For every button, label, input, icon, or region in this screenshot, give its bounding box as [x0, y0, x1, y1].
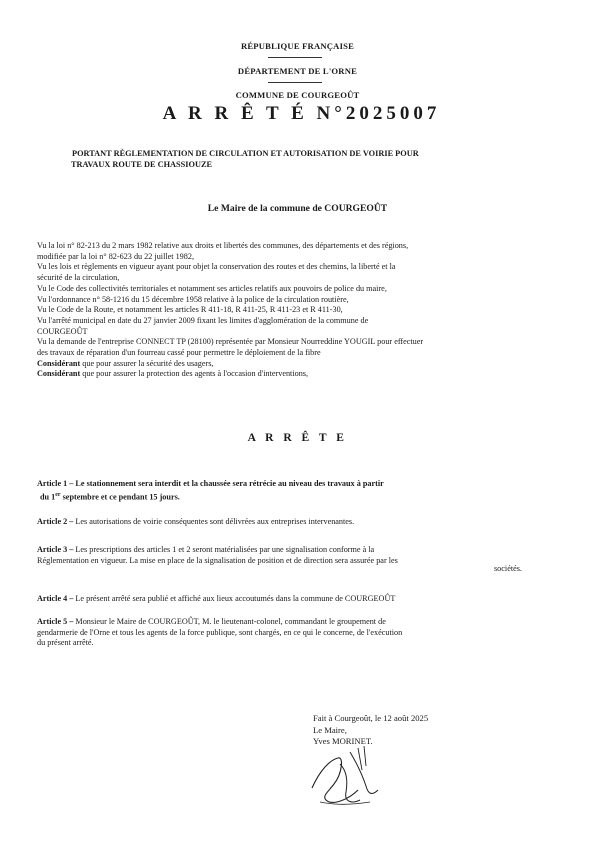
- article-line: gendarmerie de l'Orne et tous les agents de la force publique, sont chargés, en ce qui le concerne, de l'exécution: [37, 627, 403, 637]
- article-line: Article 5 – Monsieur le Maire de COURGEOÛT, M. le lieutenant-colonel, commandant le groupement de: [37, 617, 386, 626]
- visa-line: Vu l'ordonnance n° 58-1216 du 15 décembre 1958 relative à la police de la circulation routière,: [37, 294, 349, 304]
- article-2: [37, 517, 559, 528]
- visa-line: des travaux de réparation d'un fourreau cassé pour permettre le déploiement de la fibre: [37, 348, 321, 358]
- signature-name: Yves MORINET.: [313, 736, 373, 746]
- visa-line: Vu les lois et règlements en vigueur ayant pour objet la conservation des routes et des chemins, la liberté et la: [37, 262, 396, 272]
- signature-role: Le Maire,: [313, 724, 347, 735]
- visa-line: Vu l'arrêté municipal en date du 27 janvier 2009 fixant les limites d'agglomération de la commune de: [37, 315, 369, 325]
- article-line: Article 4 – Le présent arrêté sera publié et affiché aux lieux accoutumés dans la commune de COURGEOÛT: [37, 594, 396, 603]
- article-5: [37, 617, 559, 649]
- department-heading: DÉPARTEMENT DE L'ORNE: [237, 66, 358, 76]
- article-line: du présent arrêté.: [37, 638, 94, 648]
- decree-object: [72, 148, 532, 170]
- visa-line: Considérant que pour assurer la protection des agents à l'occasion d'interventions,: [37, 369, 309, 379]
- commune-heading: COMMUNE DE COURGEOÛT: [235, 90, 360, 100]
- article-4: [37, 594, 559, 605]
- decree-object-line: TRAVAUX ROUTE DE CHASSIOUZE: [71, 160, 213, 169]
- visa-line: sécurité de la circulation,: [37, 273, 120, 283]
- visa-line: Vu la demande de l'entreprise CONNECT TP (28100) représentée par Monsieur Nourreddine YOUGIL pour effectuer: [37, 337, 424, 347]
- signature-place-date: Fait à Courgeoût, le 12 août 2025: [313, 713, 429, 723]
- mayor-heading: Le Maire de la commune de COURGEOÛT: [207, 203, 388, 214]
- article-1: [37, 479, 559, 503]
- handwritten-signature: [300, 740, 390, 810]
- article-line: Article 2 – Les autorisations de voirie conséquentes sont délivrées aux entreprises intervenantes.: [37, 517, 355, 526]
- header-divider: [268, 82, 322, 83]
- article-line: Article 1 – Le stationnement sera interdit et la chaussée sera rétrécie au niveau des travaux à partir: [37, 479, 384, 488]
- article-line: sociétés.: [494, 564, 522, 574]
- visa-line: Vu la loi n° 82-213 du 2 mars 1982 relative aux droits et libertés des communes, des départements et des régions,: [37, 241, 409, 250]
- article-line: Réglementation en vigueur. La mise en place de la signalisation de position et de direction sera assurée par les: [37, 555, 398, 565]
- header-divider: [268, 57, 322, 58]
- republic-heading: RÉPUBLIQUE FRANÇAISE: [240, 41, 355, 51]
- visa-line: Vu le Code des collectivités territoriales et notamment ses articles relatifs aux pouvoirs de police du maire,: [37, 283, 387, 293]
- decree-object-line: PORTANT RÈGLEMENTATION DE CIRCULATION ET AUTORISATION DE VOIRIE POUR: [72, 149, 419, 158]
- visa-line: modifiée par la loi n° 82-623 du 22 juillet 1982,: [37, 251, 194, 261]
- article-3: [37, 545, 559, 575]
- article-line: du 1er septembre et ce pendant 15 jours.: [40, 491, 180, 502]
- visa-line: Considérant que pour assurer la sécurité des usagers,: [37, 358, 214, 368]
- visa-line: COURGEOÛT: [37, 326, 88, 336]
- visa-line: Vu le Code de la Route, et notamment les articles R 411-18, R 411-25, R 411-23 et R 411-30,: [37, 305, 343, 315]
- arrete-heading: A R R Ê T E: [247, 432, 348, 444]
- visas-list: [37, 241, 557, 380]
- decree-title: A R R Ê T É N°2025007: [162, 103, 441, 124]
- article-line: Article 3 – Les prescriptions des articles 1 et 2 seront matérialisées par une signalisation conforme à la: [37, 545, 375, 554]
